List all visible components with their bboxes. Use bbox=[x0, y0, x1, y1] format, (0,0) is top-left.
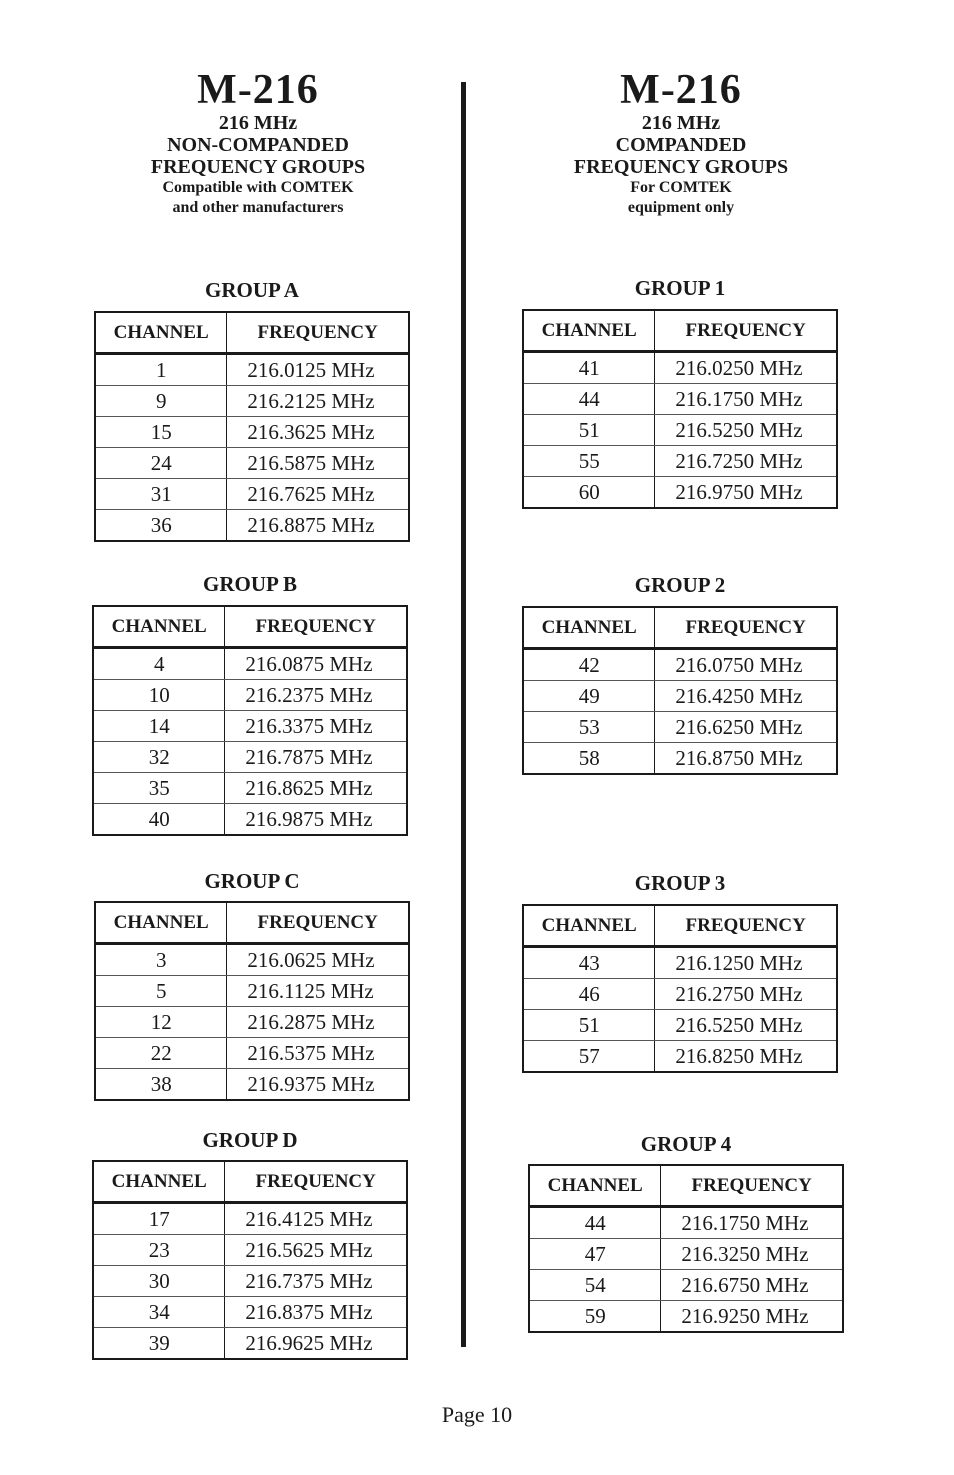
frequency-cell: 216.0750 MHz bbox=[655, 649, 837, 681]
frequency-cell: 216.0125 MHz bbox=[227, 354, 409, 386]
channel-cell: 24 bbox=[95, 448, 227, 479]
group-title: GROUP 3 bbox=[634, 871, 726, 895]
channel-cell: 51 bbox=[523, 415, 655, 446]
table-header-row bbox=[93, 1161, 407, 1203]
table-row bbox=[529, 1270, 843, 1301]
frequency-cell: 216.8625 MHz bbox=[225, 773, 407, 804]
table-row bbox=[523, 979, 837, 1010]
table-row bbox=[523, 1010, 837, 1041]
frequency-table bbox=[92, 605, 408, 836]
group-title: GROUP 2 bbox=[634, 573, 726, 597]
table-header-row bbox=[523, 607, 837, 649]
frequency-cell: 216.5250 MHz bbox=[655, 415, 837, 446]
frequency-cell: 216.7625 MHz bbox=[227, 479, 409, 510]
table-row bbox=[93, 742, 407, 773]
table-row bbox=[523, 477, 837, 509]
frequency-cell: 216.1250 MHz bbox=[655, 947, 837, 979]
group-title: GROUP 4 bbox=[640, 1132, 732, 1156]
channel-cell: 40 bbox=[93, 804, 225, 836]
left-subtitle-3: FREQUENCY GROUPS bbox=[150, 156, 366, 178]
channel-header: CHANNEL bbox=[93, 1161, 225, 1203]
frequency-cell: 216.5625 MHz bbox=[225, 1235, 407, 1266]
table-header-row bbox=[93, 606, 407, 648]
channel-cell: 44 bbox=[529, 1207, 661, 1239]
table-row bbox=[523, 947, 837, 979]
page-number: Page 10 bbox=[441, 1402, 513, 1427]
channel-cell: 41 bbox=[523, 352, 655, 384]
table-row bbox=[95, 354, 409, 386]
frequency-cell: 216.1750 MHz bbox=[661, 1207, 843, 1239]
column-divider bbox=[461, 82, 466, 1347]
channel-cell: 31 bbox=[95, 479, 227, 510]
table-row bbox=[523, 415, 837, 446]
frequency-cell: 216.7875 MHz bbox=[225, 742, 407, 773]
table-header-row bbox=[95, 312, 409, 354]
table-row bbox=[93, 1235, 407, 1266]
table-row bbox=[523, 384, 837, 415]
right-title: M-216 bbox=[620, 67, 742, 113]
channel-cell: 54 bbox=[529, 1270, 661, 1301]
channel-cell: 14 bbox=[93, 711, 225, 742]
channel-header: CHANNEL bbox=[95, 312, 227, 354]
frequency-table bbox=[522, 606, 838, 775]
table-row bbox=[95, 1038, 409, 1069]
channel-cell: 60 bbox=[523, 477, 655, 509]
channel-cell: 47 bbox=[529, 1239, 661, 1270]
table-row bbox=[523, 352, 837, 384]
table-row bbox=[95, 944, 409, 976]
table-row bbox=[523, 743, 837, 775]
frequency-header: FREQUENCY bbox=[227, 312, 409, 354]
table-row bbox=[93, 1266, 407, 1297]
channel-cell: 10 bbox=[93, 680, 225, 711]
table-row bbox=[95, 448, 409, 479]
table-header-row bbox=[529, 1165, 843, 1207]
table-header-row bbox=[523, 905, 837, 947]
frequency-cell: 216.4250 MHz bbox=[655, 681, 837, 712]
frequency-cell: 216.9250 MHz bbox=[661, 1301, 843, 1333]
group-title: GROUP C bbox=[204, 869, 300, 893]
channel-header: CHANNEL bbox=[523, 905, 655, 947]
table-row bbox=[95, 479, 409, 510]
channel-cell: 9 bbox=[95, 386, 227, 417]
table-row bbox=[93, 1203, 407, 1235]
table-row bbox=[93, 711, 407, 742]
channel-header: CHANNEL bbox=[95, 902, 227, 944]
table-row bbox=[523, 681, 837, 712]
frequency-table bbox=[94, 311, 410, 542]
channel-header: CHANNEL bbox=[523, 607, 655, 649]
frequency-header: FREQUENCY bbox=[655, 905, 837, 947]
channel-cell: 3 bbox=[95, 944, 227, 976]
channel-cell: 22 bbox=[95, 1038, 227, 1069]
frequency-cell: 216.4125 MHz bbox=[225, 1203, 407, 1235]
channel-header: CHANNEL bbox=[529, 1165, 661, 1207]
channel-cell: 17 bbox=[93, 1203, 225, 1235]
frequency-cell: 216.5375 MHz bbox=[227, 1038, 409, 1069]
frequency-cell: 216.5875 MHz bbox=[227, 448, 409, 479]
frequency-cell: 216.6250 MHz bbox=[655, 712, 837, 743]
channel-cell: 39 bbox=[93, 1328, 225, 1360]
frequency-cell: 216.0875 MHz bbox=[225, 648, 407, 680]
frequency-header: FREQUENCY bbox=[227, 902, 409, 944]
channel-cell: 35 bbox=[93, 773, 225, 804]
frequency-cell: 216.7250 MHz bbox=[655, 446, 837, 477]
channel-cell: 43 bbox=[523, 947, 655, 979]
channel-cell: 57 bbox=[523, 1041, 655, 1073]
left-header bbox=[58, 68, 458, 218]
frequency-cell: 216.9750 MHz bbox=[655, 477, 837, 509]
group-title: GROUP A bbox=[205, 278, 299, 302]
frequency-table bbox=[92, 1160, 408, 1360]
right-subtitle-3: FREQUENCY GROUPS bbox=[573, 156, 789, 178]
table-header-row bbox=[95, 902, 409, 944]
channel-cell: 34 bbox=[93, 1297, 225, 1328]
left-subtitle-2: NON-COMPANDED bbox=[167, 134, 349, 156]
right-subtitle-2: COMPANDED bbox=[615, 134, 747, 156]
frequency-table bbox=[528, 1164, 844, 1333]
frequency-cell: 216.1750 MHz bbox=[655, 384, 837, 415]
frequency-table bbox=[522, 904, 838, 1073]
table-row bbox=[523, 649, 837, 681]
channel-cell: 49 bbox=[523, 681, 655, 712]
group-title: GROUP 1 bbox=[634, 276, 726, 300]
table-row bbox=[93, 773, 407, 804]
channel-cell: 23 bbox=[93, 1235, 225, 1266]
right-note-1: For COMTEK bbox=[630, 179, 732, 196]
table-row bbox=[93, 1297, 407, 1328]
channel-cell: 44 bbox=[523, 384, 655, 415]
channel-cell: 30 bbox=[93, 1266, 225, 1297]
channel-cell: 59 bbox=[529, 1301, 661, 1333]
frequency-cell: 216.2375 MHz bbox=[225, 680, 407, 711]
frequency-table bbox=[522, 309, 838, 509]
channel-cell: 12 bbox=[95, 1007, 227, 1038]
channel-cell: 5 bbox=[95, 976, 227, 1007]
table-row bbox=[523, 1041, 837, 1073]
left-title: M-216 bbox=[197, 67, 319, 113]
channel-header: CHANNEL bbox=[523, 310, 655, 352]
table-row bbox=[523, 712, 837, 743]
table-row bbox=[93, 804, 407, 836]
frequency-cell: 216.2875 MHz bbox=[227, 1007, 409, 1038]
channel-cell: 46 bbox=[523, 979, 655, 1010]
table-row bbox=[93, 1328, 407, 1360]
frequency-cell: 216.9375 MHz bbox=[227, 1069, 409, 1101]
frequency-header: FREQUENCY bbox=[225, 1161, 407, 1203]
channel-cell: 51 bbox=[523, 1010, 655, 1041]
frequency-cell: 216.3625 MHz bbox=[227, 417, 409, 448]
channel-cell: 38 bbox=[95, 1069, 227, 1101]
frequency-cell: 216.8375 MHz bbox=[225, 1297, 407, 1328]
group-title: GROUP D bbox=[202, 1128, 298, 1152]
channel-cell: 32 bbox=[93, 742, 225, 773]
frequency-table bbox=[94, 901, 410, 1101]
left-note-2: and other manufacturers bbox=[172, 199, 344, 216]
table-row bbox=[95, 1069, 409, 1101]
table-row bbox=[523, 446, 837, 477]
group-title: GROUP B bbox=[203, 572, 297, 596]
frequency-header: FREQUENCY bbox=[655, 607, 837, 649]
frequency-cell: 216.7375 MHz bbox=[225, 1266, 407, 1297]
table-row bbox=[529, 1301, 843, 1333]
channel-cell: 58 bbox=[523, 743, 655, 775]
channel-cell: 1 bbox=[95, 354, 227, 386]
frequency-cell: 216.1125 MHz bbox=[227, 976, 409, 1007]
frequency-cell: 216.5250 MHz bbox=[655, 1010, 837, 1041]
table-row bbox=[95, 976, 409, 1007]
channel-cell: 15 bbox=[95, 417, 227, 448]
channel-cell: 53 bbox=[523, 712, 655, 743]
frequency-header: FREQUENCY bbox=[225, 606, 407, 648]
frequency-cell: 216.0625 MHz bbox=[227, 944, 409, 976]
table-row bbox=[93, 648, 407, 680]
frequency-header: FREQUENCY bbox=[661, 1165, 843, 1207]
frequency-cell: 216.3375 MHz bbox=[225, 711, 407, 742]
frequency-cell: 216.3250 MHz bbox=[661, 1239, 843, 1270]
table-row bbox=[95, 386, 409, 417]
frequency-cell: 216.8750 MHz bbox=[655, 743, 837, 775]
right-subtitle-1: 216 MHz bbox=[641, 112, 721, 134]
left-note-1: Compatible with COMTEK bbox=[162, 179, 354, 196]
table-row bbox=[95, 1007, 409, 1038]
left-subtitle-1: 216 MHz bbox=[218, 112, 298, 134]
channel-cell: 42 bbox=[523, 649, 655, 681]
frequency-cell: 216.2750 MHz bbox=[655, 979, 837, 1010]
table-row bbox=[529, 1207, 843, 1239]
table-row bbox=[529, 1239, 843, 1270]
channel-cell: 36 bbox=[95, 510, 227, 542]
frequency-cell: 216.6750 MHz bbox=[661, 1270, 843, 1301]
channel-cell: 4 bbox=[93, 648, 225, 680]
table-row bbox=[95, 510, 409, 542]
frequency-cell: 216.8250 MHz bbox=[655, 1041, 837, 1073]
right-header bbox=[481, 68, 881, 218]
frequency-cell: 216.2125 MHz bbox=[227, 386, 409, 417]
frequency-cell: 216.9625 MHz bbox=[225, 1328, 407, 1360]
frequency-header: FREQUENCY bbox=[655, 310, 837, 352]
frequency-cell: 216.0250 MHz bbox=[655, 352, 837, 384]
table-row bbox=[93, 680, 407, 711]
right-note-2: equipment only bbox=[627, 199, 735, 216]
channel-header: CHANNEL bbox=[93, 606, 225, 648]
table-row bbox=[95, 417, 409, 448]
table-header-row bbox=[523, 310, 837, 352]
frequency-cell: 216.9875 MHz bbox=[225, 804, 407, 836]
frequency-cell: 216.8875 MHz bbox=[227, 510, 409, 542]
channel-cell: 55 bbox=[523, 446, 655, 477]
